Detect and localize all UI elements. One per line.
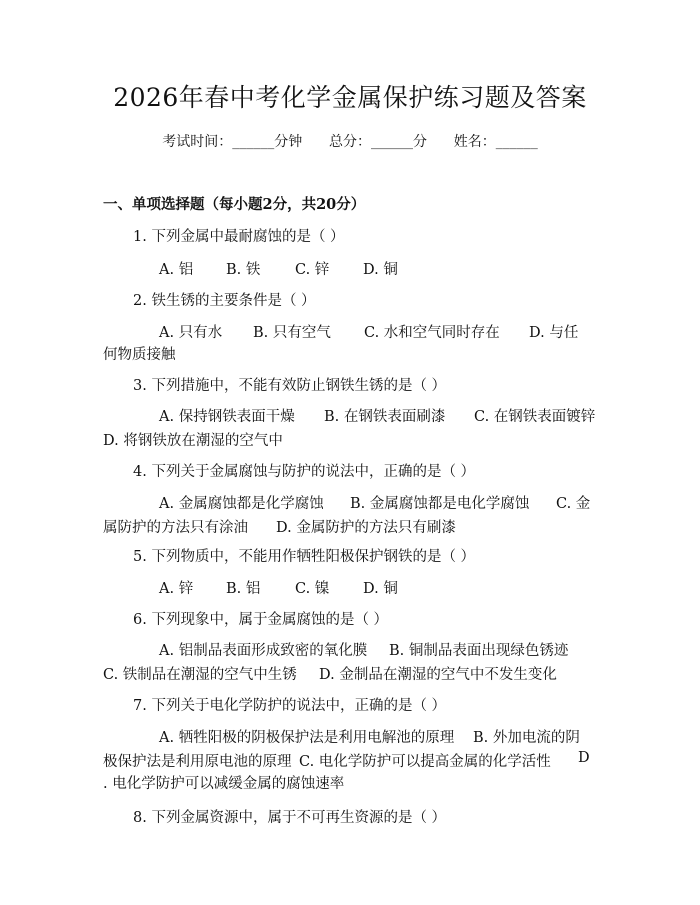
question-3: 3. 下列措施中，不能有效防止钢铁生锈的是（ ） bbox=[133, 378, 447, 394]
q7-option-c: C. 电化学防护可以提高金属的化学活性 bbox=[299, 754, 551, 770]
question-1: 1. 下列金属中最耐腐蚀的是（ ） bbox=[133, 229, 345, 245]
q5-option-b: B. 铝 bbox=[226, 581, 261, 597]
q2-option-c: C. 水和空气同时存在 bbox=[364, 325, 500, 341]
q2-option-d bbox=[529, 321, 578, 342]
exam-meta: 考试时间：______分钟 总分：______分 姓名：______ bbox=[162, 134, 538, 150]
q6-option-d: D. 金制品在潮湿的空气中不发生变化 bbox=[319, 667, 557, 683]
q1-option-b: B. 铁 bbox=[226, 262, 261, 278]
q1-option-c: C. 锌 bbox=[295, 262, 330, 278]
q7-option-b-start bbox=[473, 726, 580, 747]
section-heading: 一、单项选择题（每小题2分，共20分） bbox=[103, 196, 366, 213]
q3-option-a: A. 保持钢铁表面干燥 bbox=[159, 409, 295, 425]
q3-option-c: C. 在钢铁表面镀锌 bbox=[474, 409, 596, 425]
q4-option-b: B. 金属腐蚀都是电化学腐蚀 bbox=[350, 496, 530, 512]
question-8: 8. 下列金属资源中，属于不可再生资源的是（ ） bbox=[133, 810, 447, 826]
question-5: 5. 下列物质中，不能用作牺牲阳极保护钢铁的是（ ） bbox=[133, 549, 476, 565]
page-title: 2026年春中考化学金属保护练习题及答案 bbox=[113, 83, 587, 112]
q6-option-c: C. 铁制品在潮湿的空气中生锈 bbox=[103, 667, 297, 683]
q4-option-d: D. 金属防护的方法只有刷漆 bbox=[276, 520, 456, 536]
q7-option-d-continued: . 电化学防护可以减缓金属的腐蚀速率 bbox=[103, 776, 345, 792]
q5-option-c: C. 镍 bbox=[295, 581, 330, 597]
q4-option-c-continued: 属防护的方法只有涂油 bbox=[103, 520, 248, 536]
question-2: 2. 铁生锈的主要条件是（ ） bbox=[133, 293, 316, 309]
q3-option-b: B. 在钢铁表面刷漆 bbox=[324, 409, 446, 425]
question-7: 7. 下列关于电化学防护的说法中，正确的是（ ） bbox=[133, 698, 447, 714]
q1-option-a: A. 铝 bbox=[159, 262, 194, 278]
q5-option-d: D. 铜 bbox=[363, 581, 398, 597]
q7-option-b-continued: 极保护法是利用原电池的原理 bbox=[103, 754, 292, 770]
q4-option-a: A. 金属腐蚀都是化学腐蚀 bbox=[159, 496, 324, 512]
q7-option-a: A. 牺牲阳极的阴极保护法是利用电解池的原理 bbox=[159, 730, 455, 746]
question-4: 4. 下列关于金属腐蚀与防护的说法中，正确的是（ ） bbox=[133, 464, 476, 480]
q6-option-b: B. 铜制品表面出现绿色锈迹 bbox=[389, 643, 569, 659]
q2-option-b: B. 只有空气 bbox=[253, 325, 331, 341]
question-6: 6. 下列现象中，属于金属腐蚀的是（ ） bbox=[133, 612, 389, 628]
q2-option-a: A. 只有水 bbox=[159, 325, 223, 341]
q4-option-c: C. 金 bbox=[556, 496, 591, 512]
q3-option-d: D. 将钢铁放在潮湿的空气中 bbox=[103, 433, 283, 449]
q7-option-d: D bbox=[578, 750, 590, 766]
q1-option-d: D. 铜 bbox=[363, 262, 398, 278]
q4-option-c-start bbox=[556, 492, 590, 513]
q2-option-d-text-continued: 何物质接触 bbox=[103, 347, 176, 363]
q2-option-d-text: D. 与任 bbox=[529, 325, 579, 341]
q5-option-a: A. 锌 bbox=[159, 581, 194, 597]
q7-option-b: B. 外加电流的阴 bbox=[473, 730, 580, 746]
q6-option-a: A. 铝制品表面形成致密的氧化膜 bbox=[159, 643, 368, 659]
